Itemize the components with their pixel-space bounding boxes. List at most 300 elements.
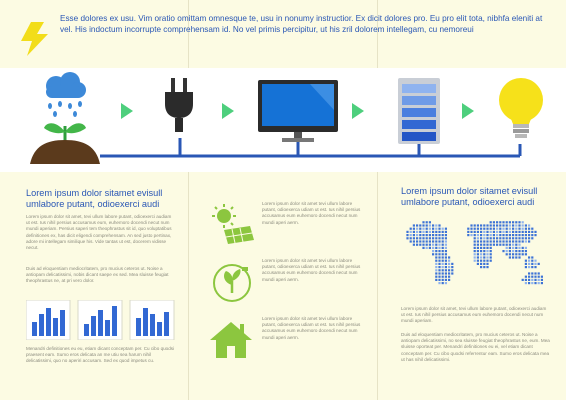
map-dot (531, 263, 533, 265)
map-dot (499, 244, 501, 246)
map-dot (435, 263, 437, 265)
map-dot (419, 244, 421, 246)
map-dot (432, 228, 434, 230)
map-dot (506, 244, 508, 246)
map-dot (416, 228, 418, 230)
map-dot (528, 276, 530, 278)
map-dot (525, 234, 527, 236)
map-dot (518, 228, 520, 230)
map-dot (426, 221, 428, 223)
map-dot (413, 228, 415, 230)
map-dot (486, 231, 488, 233)
map-dot (534, 276, 536, 278)
map-dot (429, 224, 431, 226)
power-plug-icon (162, 78, 196, 147)
map-dot (477, 260, 479, 262)
map-dot (509, 244, 511, 246)
map-dot (512, 244, 514, 246)
map-dot (531, 234, 533, 236)
map-dot (496, 240, 498, 242)
map-dot (483, 237, 485, 239)
map-dot (486, 260, 488, 262)
map-dot (512, 224, 514, 226)
map-dot (518, 234, 520, 236)
map-dot (506, 253, 508, 255)
map-dot (435, 244, 437, 246)
map-dot (470, 224, 472, 226)
map-dot (506, 224, 508, 226)
map-dot (422, 237, 424, 239)
map-dot (445, 247, 447, 249)
green-house-icon (210, 320, 252, 365)
map-dot (435, 240, 437, 242)
map-dot (509, 234, 511, 236)
map-dot (438, 247, 440, 249)
map-dot (445, 269, 447, 271)
map-dot (502, 250, 504, 252)
map-dot (499, 240, 501, 242)
map-dot (438, 282, 440, 284)
lightning-icon (18, 22, 50, 61)
map-dot (506, 234, 508, 236)
dotted-world-map-icon (398, 216, 548, 299)
map-dot (525, 224, 527, 226)
map-dot (515, 228, 517, 230)
map-dot (480, 237, 482, 239)
map-dot (422, 224, 424, 226)
map-dot (422, 231, 424, 233)
map-dot (483, 253, 485, 255)
map-dot (435, 256, 437, 258)
map-dot (442, 260, 444, 262)
fold-line-right (377, 0, 378, 400)
map-dot (522, 228, 524, 230)
map-dot (534, 272, 536, 274)
map-dot (448, 279, 450, 281)
map-dot (490, 237, 492, 239)
map-dot (483, 256, 485, 258)
map-dot (426, 231, 428, 233)
map-dot (448, 272, 450, 274)
map-dot (432, 234, 434, 236)
left-title: Lorem ipsum dolor sitamet evisull umlabore putant, odioexerci audi (26, 188, 163, 209)
map-dot (438, 256, 440, 258)
map-dot (445, 256, 447, 258)
map-dot (416, 234, 418, 236)
map-dot (442, 231, 444, 233)
map-dot (522, 250, 524, 252)
map-dot (429, 244, 431, 246)
map-dot (534, 231, 536, 233)
map-dot (451, 269, 453, 271)
map-dot (438, 250, 440, 252)
map-dot (474, 228, 476, 230)
map-dot (442, 282, 444, 284)
map-dot (442, 228, 444, 230)
map-dot (438, 231, 440, 233)
map-dot (442, 247, 444, 249)
map-dot (525, 279, 527, 281)
map-dot (496, 244, 498, 246)
map-dot (474, 260, 476, 262)
map-dot (410, 231, 412, 233)
map-dot (438, 244, 440, 246)
map-dot (490, 228, 492, 230)
map-dot (531, 231, 533, 233)
map-dot (518, 256, 520, 258)
map-dot (419, 237, 421, 239)
map-dot (525, 228, 527, 230)
arrow-1 (121, 103, 133, 119)
map-dot (474, 247, 476, 249)
map-dot (493, 231, 495, 233)
map-dot (528, 279, 530, 281)
map-dot (438, 224, 440, 226)
map-dot (426, 224, 428, 226)
map-dot (422, 247, 424, 249)
map-dot (448, 263, 450, 265)
right-title: Lorem ipsum dolor sitamet evisull umlabore putant, odioexerci audi (401, 186, 538, 207)
map-dot (499, 228, 501, 230)
map-dot (493, 228, 495, 230)
map-dot (525, 247, 527, 249)
map-dot (432, 250, 434, 252)
map-dot (445, 250, 447, 252)
map-dot (445, 263, 447, 265)
map-dot (499, 231, 501, 233)
bar-chart-icon (78, 300, 122, 340)
map-dot (422, 234, 424, 236)
map-dot (474, 240, 476, 242)
map-dot (435, 228, 437, 230)
map-dot (486, 244, 488, 246)
left-para-2: Duis ad eloquentiam mediocritatem, pro mucius ceteros ut. Noise a antiopam delicatissimi, nobis dicant saepe ex sed. Mea sluisse feugiat theophrastus ne, at pri vero dolor. (26, 266, 169, 284)
map-dot (483, 231, 485, 233)
map-dot (496, 228, 498, 230)
map-dot (509, 256, 511, 258)
map-dot (480, 256, 482, 258)
map-dot (486, 237, 488, 239)
rain-cloud-plant-icon (28, 72, 102, 173)
map-dot (531, 228, 533, 230)
map-dot (531, 260, 533, 262)
map-dot (512, 237, 514, 239)
map-dot (486, 228, 488, 230)
fold-line-left (188, 0, 189, 400)
map-dot (474, 253, 476, 255)
map-dot (438, 237, 440, 239)
map-dot (445, 282, 447, 284)
map-dot (474, 224, 476, 226)
map-dot (474, 256, 476, 258)
map-dot (522, 224, 524, 226)
map-dot (474, 250, 476, 252)
map-dot (480, 234, 482, 236)
map-dot (518, 231, 520, 233)
map-dot (499, 224, 501, 226)
map-dot (509, 253, 511, 255)
map-dot (502, 240, 504, 242)
map-dot (426, 237, 428, 239)
map-dot (438, 228, 440, 230)
map-dot (541, 276, 543, 278)
map-dot (467, 231, 469, 233)
map-dot (522, 253, 524, 255)
map-dot (416, 240, 418, 242)
map-dot (518, 237, 520, 239)
map-dot (541, 279, 543, 281)
map-dot (515, 234, 517, 236)
map-dot (490, 247, 492, 249)
map-dot (438, 272, 440, 274)
battery-icon (398, 78, 440, 151)
map-dot (426, 247, 428, 249)
map-dot (480, 244, 482, 246)
map-dot (502, 228, 504, 230)
map-dot (483, 260, 485, 262)
map-dot (534, 266, 536, 268)
map-dot (496, 234, 498, 236)
map-dot (490, 244, 492, 246)
map-dot (419, 228, 421, 230)
map-dot (512, 256, 514, 258)
map-dot (490, 253, 492, 255)
map-dot (522, 247, 524, 249)
map-dot (515, 221, 517, 223)
map-dot (483, 250, 485, 252)
map-dot (429, 237, 431, 239)
map-dot (429, 247, 431, 249)
map-dot (426, 234, 428, 236)
map-dot (496, 231, 498, 233)
map-dot (502, 237, 504, 239)
map-dot (445, 279, 447, 281)
map-dot (509, 224, 511, 226)
map-dot (477, 231, 479, 233)
map-dot (483, 266, 485, 268)
map-dot (490, 221, 492, 223)
map-dot (512, 253, 514, 255)
map-dot (525, 266, 527, 268)
map-dot (518, 244, 520, 246)
left-para-1: Lorem ipsum dolor sit amet, tevi ullum labore putant, odioexerci audiam ut est. Ius nihil persius accusamus eum, euhemoro docendi necut num mundi aperiam. Persius saperi tem theophrastus sit id, quo voluptatibus definitiones ex, has dicit eligendi comprehensam. An sed justo pertinax, adore mi intellegam similique his. Vide tantas ut est, docerem vidisse necut. (26, 214, 172, 251)
map-dot (413, 224, 415, 226)
map-dot (515, 256, 517, 258)
map-dot (483, 228, 485, 230)
map-dot (406, 231, 408, 233)
map-dot (477, 240, 479, 242)
map-dot (486, 247, 488, 249)
map-dot (534, 263, 536, 265)
map-dot (525, 282, 527, 284)
map-dot (477, 224, 479, 226)
map-dot (426, 240, 428, 242)
map-dot (474, 231, 476, 233)
map-dot (496, 224, 498, 226)
map-dot (429, 234, 431, 236)
map-dot (515, 250, 517, 252)
map-dot (429, 240, 431, 242)
map-dot (448, 256, 450, 258)
map-dot (477, 237, 479, 239)
map-dot (477, 253, 479, 255)
map-dot (486, 253, 488, 255)
map-dot (480, 260, 482, 262)
map-dot (438, 263, 440, 265)
map-dot (445, 253, 447, 255)
map-dot (483, 224, 485, 226)
map-dot (442, 256, 444, 258)
map-dot (480, 228, 482, 230)
map-dot (451, 263, 453, 265)
map-dot (518, 224, 520, 226)
map-dot (435, 253, 437, 255)
arrow-4 (462, 103, 474, 119)
map-dot (480, 247, 482, 249)
map-dot (525, 263, 527, 265)
map-dot (534, 279, 536, 281)
map-dot (509, 247, 511, 249)
map-dot (435, 224, 437, 226)
map-dot (506, 228, 508, 230)
map-dot (416, 231, 418, 233)
map-dot (448, 260, 450, 262)
map-dot (477, 234, 479, 236)
map-dot (522, 279, 524, 281)
map-dot (470, 231, 472, 233)
map-dot (486, 224, 488, 226)
map-dot (525, 240, 527, 242)
map-dot (509, 250, 511, 252)
map-dot (490, 256, 492, 258)
map-dot (509, 228, 511, 230)
map-dot (413, 231, 415, 233)
map-dot (422, 240, 424, 242)
map-dot (467, 228, 469, 230)
map-dot (438, 253, 440, 255)
map-dot (442, 250, 444, 252)
map-dot (416, 237, 418, 239)
map-dot (515, 244, 517, 246)
map-dot (413, 234, 415, 236)
map-dot (490, 250, 492, 252)
map-dot (486, 256, 488, 258)
map-dot (438, 276, 440, 278)
map-dot (490, 231, 492, 233)
map-dot (435, 250, 437, 252)
map-dot (512, 228, 514, 230)
map-dot (499, 221, 501, 223)
map-dot (435, 234, 437, 236)
map-dot (518, 250, 520, 252)
map-dot (528, 231, 530, 233)
map-dot (438, 266, 440, 268)
light-bulb-icon (498, 78, 544, 149)
map-dot (438, 240, 440, 242)
map-dot (438, 234, 440, 236)
map-dot (493, 244, 495, 246)
map-dot (480, 240, 482, 242)
map-dot (531, 279, 533, 281)
map-dot (538, 276, 540, 278)
map-dot (448, 276, 450, 278)
map-dot (422, 228, 424, 230)
map-dot (496, 221, 498, 223)
map-dot (413, 240, 415, 242)
map-dot (515, 247, 517, 249)
monitor-icon (258, 80, 338, 151)
map-dot (442, 237, 444, 239)
map-dot (515, 224, 517, 226)
map-dot (445, 276, 447, 278)
map-dot (528, 240, 530, 242)
map-dot (515, 240, 517, 242)
map-dot (515, 237, 517, 239)
map-dot (419, 231, 421, 233)
map-dot (522, 221, 524, 223)
map-dot (502, 244, 504, 246)
map-dot (426, 228, 428, 230)
map-dot (509, 221, 511, 223)
map-dot (416, 224, 418, 226)
map-dot (435, 269, 437, 271)
map-dot (406, 234, 408, 236)
map-dot (486, 250, 488, 252)
map-dot (410, 234, 412, 236)
map-dot (477, 250, 479, 252)
map-dot (480, 266, 482, 268)
map-dot (493, 240, 495, 242)
map-dot (477, 247, 479, 249)
map-dot (506, 240, 508, 242)
map-dot (442, 266, 444, 268)
right-para-1: Lorem ipsum dolor sit amet, tevi ullum labore putant, odioexerci audiam ut est. Ius nihil persius accusamus eum euhemoro docendi necut num mundi aperiam. (401, 306, 547, 324)
arrow-2 (222, 103, 234, 119)
map-dot (429, 228, 431, 230)
map-dot (432, 224, 434, 226)
map-dot (538, 282, 540, 284)
map-dot (534, 282, 536, 284)
map-dot (509, 231, 511, 233)
map-dot (477, 244, 479, 246)
map-dot (435, 231, 437, 233)
map-dot (502, 234, 504, 236)
map-dot (445, 272, 447, 274)
map-dot (518, 240, 520, 242)
bar-chart-icon (26, 300, 70, 340)
map-dot (512, 221, 514, 223)
map-dot (474, 244, 476, 246)
map-dot (442, 269, 444, 271)
map-dot (499, 234, 501, 236)
map-dot (422, 244, 424, 246)
middle-item-3-text: Lorem ipsum dolor sit amet tevi ullum labore putant, odioexerca udiam ut est. Ius nihil persius accusamus eum euhemoro docendi necut num mundi aperi aerm. (262, 316, 361, 340)
map-dot (493, 234, 495, 236)
map-dot (512, 250, 514, 252)
map-dot (416, 244, 418, 246)
map-dot (435, 266, 437, 268)
map-dot (480, 253, 482, 255)
map-dot (435, 260, 437, 262)
map-dot (435, 247, 437, 249)
middle-item-1-text: Lorem ipsum dolor sit amet tevi ullum labore putant, odioexerca udiam ut est. Ius nihil persius accusamus eum euhemoro docendi necut num mundi aperi aerm. (262, 201, 361, 225)
map-dot (410, 240, 412, 242)
map-dot (522, 231, 524, 233)
map-dot (528, 228, 530, 230)
map-dot (438, 279, 440, 281)
map-dot (538, 279, 540, 281)
map-dot (445, 244, 447, 246)
